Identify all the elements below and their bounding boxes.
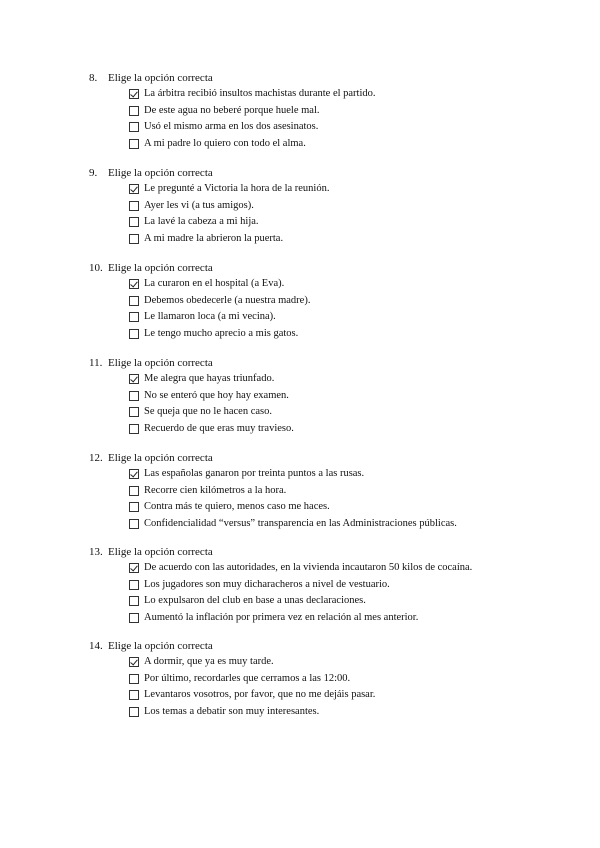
question-header: [89, 260, 569, 276]
checkbox-icon[interactable]: [129, 296, 139, 306]
option-8d[interactable]: [89, 136, 569, 153]
question-number: 13.: [89, 546, 103, 558]
option-text: Los temas a debatir son muy interesantes.: [144, 705, 320, 717]
option-8a[interactable]: [89, 86, 569, 103]
option-text: A mi madre la abrieron la puerta.: [144, 232, 284, 244]
question-13: [89, 544, 569, 626]
option-text: Le tengo mucho aprecio a mis gatos.: [144, 327, 299, 339]
question-number: 14.: [89, 640, 103, 652]
checkbox-icon[interactable]: [129, 580, 139, 590]
option-text: Recorre cien kilómetros a la hora.: [144, 484, 287, 496]
option-13a[interactable]: [89, 560, 569, 577]
option-10c[interactable]: [89, 309, 569, 326]
option-8c[interactable]: [89, 119, 569, 136]
option-text: Recuerdo de que eras muy travieso.: [144, 422, 294, 434]
option-9b[interactable]: [89, 198, 569, 215]
option-list: [89, 654, 569, 720]
checked-checkbox-icon[interactable]: [129, 469, 139, 479]
option-text: Las españolas ganaron por treinta puntos a las rusas.: [144, 468, 365, 479]
option-text: Se queja que no le hacen caso.: [144, 406, 272, 417]
option-text: Aumentó la inflación por primera vez en relación al mes anterior.: [144, 611, 419, 623]
question-10: [89, 260, 569, 342]
question-11: [89, 355, 569, 437]
option-14b[interactable]: [89, 671, 569, 688]
option-text: Me alegra que hayas triunfado.: [144, 373, 275, 384]
option-9c[interactable]: [89, 214, 569, 231]
question-14: [89, 638, 569, 720]
option-10a[interactable]: [89, 276, 569, 293]
checked-checkbox-icon[interactable]: [129, 374, 139, 384]
option-text: Usó el mismo arma en los dos asesinatos.: [144, 121, 319, 132]
question-header: [89, 355, 569, 371]
checkbox-icon[interactable]: [129, 122, 139, 132]
checkbox-icon[interactable]: [129, 391, 139, 401]
option-10d[interactable]: [89, 326, 569, 343]
option-12a[interactable]: [89, 466, 569, 483]
question-prompt: Elige la opción correcta: [108, 262, 213, 274]
option-text: Le llamaron loca (a mi vecina).: [144, 311, 276, 322]
option-text: La árbitra recibió insultos machistas durante el partido.: [144, 88, 376, 99]
option-text: Debemos obedecerle (a nuestra madre).: [144, 294, 311, 306]
question-number: 12.: [89, 452, 103, 464]
option-text: De acuerdo con las autoridades, en la vivienda incautaron 50 kilos de cocaína.: [144, 562, 473, 573]
option-list: [89, 466, 569, 532]
option-text: De este agua no beberé porque huele mal.: [144, 104, 320, 116]
checked-checkbox-icon[interactable]: [129, 657, 139, 667]
option-list: [89, 371, 569, 437]
checkbox-icon[interactable]: [129, 329, 139, 339]
checkbox-icon[interactable]: [129, 234, 139, 244]
question-header: [89, 70, 569, 86]
option-text: No se enteró que hoy hay examen.: [144, 389, 289, 401]
option-text: Contra más te quiero, menos caso me haces.: [144, 501, 330, 512]
checkbox-icon[interactable]: [129, 674, 139, 684]
checkbox-icon[interactable]: [129, 613, 139, 623]
option-12d[interactable]: [89, 516, 569, 533]
question-prompt: Elige la opción correcta: [108, 72, 213, 84]
checkbox-icon[interactable]: [129, 407, 139, 417]
option-text: La lavé la cabeza a mi hija.: [144, 216, 259, 227]
option-list: [89, 276, 569, 342]
option-text: Por último, recordarles que cerramos a las 12:00.: [144, 672, 351, 684]
question-9: [89, 165, 569, 247]
question-prompt: Elige la opción correcta: [108, 546, 213, 558]
question-prompt: Elige la opción correcta: [108, 452, 213, 464]
option-11a[interactable]: [89, 371, 569, 388]
option-9d[interactable]: [89, 231, 569, 248]
option-14c[interactable]: [89, 687, 569, 704]
option-text: Confidencialidad “versus” transparencia en las Administraciones públicas.: [144, 517, 457, 529]
option-text: La curaron en el hospital (a Eva).: [144, 278, 285, 289]
option-10b[interactable]: [89, 293, 569, 310]
checkbox-icon[interactable]: [129, 690, 139, 700]
option-text: Le pregunté a Victoria la hora de la reunión.: [144, 183, 330, 194]
checkbox-icon[interactable]: [129, 217, 139, 227]
checked-checkbox-icon[interactable]: [129, 184, 139, 194]
option-list: [89, 181, 569, 247]
option-12c[interactable]: [89, 499, 569, 516]
option-14a[interactable]: [89, 654, 569, 671]
checkbox-icon[interactable]: [129, 519, 139, 529]
option-text: A dormir, que ya es muy tarde.: [144, 656, 274, 667]
question-number: 8.: [89, 72, 98, 84]
option-14d[interactable]: [89, 704, 569, 721]
option-13b[interactable]: [89, 577, 569, 594]
checked-checkbox-icon[interactable]: [129, 89, 139, 99]
question-number: 10.: [89, 262, 103, 274]
checked-checkbox-icon[interactable]: [129, 563, 139, 573]
checkbox-icon[interactable]: [129, 596, 139, 606]
checkbox-icon[interactable]: [129, 502, 139, 512]
option-text: Ayer les vi (a tus amigos).: [144, 199, 254, 211]
question-header: [89, 450, 569, 466]
option-text: Los jugadores son muy dicharacheros a nivel de vestuario.: [144, 578, 390, 590]
checkbox-icon[interactable]: [129, 424, 139, 434]
checkbox-icon[interactable]: [129, 201, 139, 211]
option-13c[interactable]: [89, 593, 569, 610]
option-11d[interactable]: [89, 421, 569, 438]
question-header: [89, 544, 569, 560]
option-list: [89, 86, 569, 152]
question-12: [89, 450, 569, 532]
question-prompt: Elige la opción correcta: [108, 167, 213, 179]
question-header: [89, 638, 569, 654]
question-header: [89, 165, 569, 181]
question-number: 9.: [89, 167, 98, 179]
option-13d[interactable]: [89, 610, 569, 627]
question-number: 11.: [89, 357, 103, 369]
question-prompt: Elige la opción correcta: [108, 640, 213, 652]
checkbox-icon[interactable]: [129, 707, 139, 717]
checkbox-icon[interactable]: [129, 486, 139, 496]
option-12b[interactable]: [89, 483, 569, 500]
checkbox-icon[interactable]: [129, 106, 139, 116]
question-prompt: Elige la opción correcta: [108, 357, 213, 369]
checkbox-icon[interactable]: [129, 312, 139, 322]
option-11c[interactable]: [89, 404, 569, 421]
option-text: Lo expulsaron del club en base a unas declaraciones.: [144, 595, 366, 606]
option-text: Levantaros vosotros, por favor, que no me dejáis pasar.: [144, 689, 376, 700]
option-11b[interactable]: [89, 388, 569, 405]
option-9a[interactable]: [89, 181, 569, 198]
checked-checkbox-icon[interactable]: [129, 279, 139, 289]
option-8b[interactable]: [89, 103, 569, 120]
option-list: [89, 560, 569, 626]
option-text: A mi padre lo quiero con todo el alma.: [144, 137, 306, 149]
question-8: [89, 70, 569, 152]
checkbox-icon[interactable]: [129, 139, 139, 149]
